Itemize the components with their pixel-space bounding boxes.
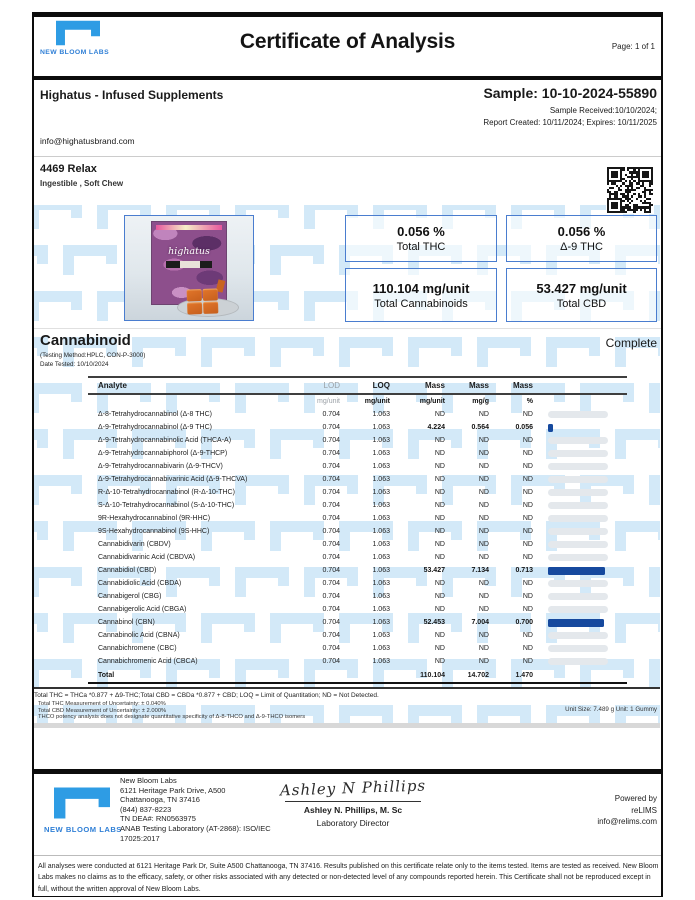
watermark-glyph	[649, 567, 660, 597]
mass-pct: ND	[522, 476, 533, 483]
nd-bar	[548, 658, 608, 665]
total-cbd-label: Total CBD	[556, 297, 607, 310]
loq-value: 1.063	[372, 580, 390, 587]
table-row	[88, 590, 627, 603]
loq-value: 1.063	[372, 476, 390, 483]
mass-pct: ND	[522, 437, 533, 444]
table-row	[88, 473, 627, 486]
total-mass-pct: 1.470	[515, 671, 533, 679]
lod-value: 0.704	[322, 567, 340, 574]
mass-per-g: ND	[478, 645, 489, 652]
mass-per-unit: ND	[434, 658, 445, 665]
summary-box-d9-thc	[506, 215, 657, 262]
signature-line	[285, 801, 421, 802]
product-photo	[124, 215, 254, 321]
lod-value: 0.704	[322, 645, 340, 652]
bar-cell	[548, 632, 608, 639]
mass-pct: ND	[522, 450, 533, 457]
lod-value: 0.704	[322, 541, 340, 548]
mass-pct: ND	[522, 411, 533, 418]
bar-cell	[548, 567, 608, 575]
mass-per-unit: ND	[434, 476, 445, 483]
signature-script: Ashley N Phillips	[279, 776, 427, 800]
analyte-name: Cannabigerol (CBG)	[98, 593, 162, 600]
analyte-name: Cannabidivarinic Acid (CBDVA)	[98, 554, 196, 561]
unit-mass-pct: %	[526, 398, 533, 405]
bar-cell	[548, 554, 608, 561]
watermark-glyph	[477, 337, 531, 367]
mass-per-unit: ND	[434, 632, 445, 639]
col-mass-pct: Mass	[512, 381, 533, 390]
nd-bar	[548, 437, 608, 444]
loq-value: 1.063	[372, 489, 390, 496]
nd-bar	[548, 541, 608, 548]
analyte-name: Δ-9-Tetrahydrocannabiphorol (Δ-9-THCP)	[98, 450, 228, 457]
sample-id: Sample: 10-10-2024-55890	[483, 85, 657, 101]
value-bar	[548, 619, 604, 627]
mass-per-unit: ND	[434, 502, 445, 509]
footer-lab-logo	[44, 784, 122, 834]
loq-value: 1.063	[372, 515, 390, 522]
table-body	[88, 408, 627, 668]
table-row	[88, 603, 627, 616]
analyte-name: Δ-9-Tetrahydrocannabinol (Δ-9 THC)	[98, 424, 213, 431]
footnote-definitions: Total THC = THCa *0.877 + Δ9-THC;Total CBD = CBDa *0.877 + CBD; LOQ = Limit of Quantitation; ND = Not Detected.	[34, 687, 660, 699]
mass-per-g: ND	[478, 476, 489, 483]
mass-pct: ND	[522, 502, 533, 509]
analyte-name: Cannabidiolic Acid (CBDA)	[98, 580, 182, 587]
table-row	[88, 642, 627, 655]
loq-value: 1.063	[372, 463, 390, 470]
mass-per-g: ND	[478, 450, 489, 457]
loq-value: 1.063	[372, 645, 390, 652]
watermark-glyph	[270, 337, 324, 367]
loq-value: 1.063	[372, 632, 390, 639]
pouch-brand-text: highatus	[168, 246, 210, 257]
value-bar	[548, 424, 553, 432]
content-end-band	[34, 723, 660, 728]
mass-per-unit: ND	[434, 606, 445, 613]
summary-box-total-thc	[345, 215, 497, 262]
col-mass-g: Mass	[468, 381, 489, 390]
summary-box-total-cbd	[506, 268, 657, 322]
mass-per-g: ND	[478, 658, 489, 665]
total-mass-g: 14.702	[467, 671, 489, 679]
lod-value: 0.704	[322, 619, 340, 626]
bar-cell	[548, 528, 608, 535]
nd-bar	[548, 489, 608, 496]
watermark-glyph	[34, 291, 82, 321]
loq-value: 1.063	[372, 528, 390, 535]
mass-per-g: ND	[478, 593, 489, 600]
mass-per-unit: 53.427	[423, 567, 445, 574]
section-divider	[33, 156, 661, 157]
summary-box-total-cannabinoids	[345, 268, 497, 322]
table-row	[88, 616, 627, 629]
bar-cell	[548, 619, 608, 627]
mass-pct: ND	[522, 528, 533, 535]
mass-per-g: ND	[478, 411, 489, 418]
mass-per-unit: ND	[434, 554, 445, 561]
table-row	[88, 525, 627, 538]
total-cbd-value: 53.427 mg/unit	[536, 280, 627, 296]
nd-bar	[548, 606, 608, 613]
mass-pct: ND	[522, 606, 533, 613]
pouch-label-strip	[166, 261, 212, 268]
watermark-glyph	[34, 659, 82, 689]
loq-value: 1.063	[372, 567, 390, 574]
bar-cell	[548, 593, 608, 600]
header-divider-bar	[32, 76, 663, 80]
analyte-name: Cannabidiol (CBD)	[98, 567, 157, 574]
thco-note: THCO potency analysis does not designate quantitative specificity of Δ-8-THCO and Δ-9-THCO isomers	[38, 714, 306, 721]
lab-line: ANAB Testing Laboratory (AT-2868): ISO/IEC 17025:2017	[120, 823, 271, 843]
lod-value: 0.704	[322, 515, 340, 522]
total-cannabinoids-value: 110.104 mg/unit	[372, 280, 470, 296]
qr-code	[606, 166, 654, 214]
product-form: Ingestible , Soft Chew	[40, 179, 124, 188]
nd-bar	[548, 632, 608, 639]
footer-divider-bar	[32, 769, 663, 774]
lab-line: Chattanooga, TN 37416	[120, 795, 200, 805]
nd-bar	[548, 502, 608, 509]
mass-per-g: ND	[478, 541, 489, 548]
mass-per-unit: ND	[434, 593, 445, 600]
bar-cell	[548, 424, 608, 432]
lod-value: 0.704	[322, 528, 340, 535]
bar-cell	[548, 580, 608, 587]
mass-per-unit: ND	[434, 515, 445, 522]
mass-per-unit: ND	[434, 437, 445, 444]
powered-by-line: info@relims.com	[597, 817, 657, 826]
lod-value: 0.704	[322, 489, 340, 496]
analyte-name: 9R-Hexahydrocannabinol (9R-HHC)	[98, 515, 211, 522]
watermark-glyph	[34, 429, 48, 459]
analyte-name: Cannabinolic Acid (CBNA)	[98, 632, 180, 639]
analyte-name: Cannabinol (CBN)	[98, 619, 155, 626]
mass-pct: 0.713	[515, 567, 533, 574]
d9-thc-value: 0.056 %	[557, 224, 606, 239]
mass-pct: ND	[522, 632, 533, 639]
product-name: 4469 Relax	[40, 163, 97, 175]
nd-bar	[548, 554, 608, 561]
mass-per-unit: ND	[434, 645, 445, 652]
table-row	[88, 408, 627, 421]
unit-lod: mg/unit	[317, 398, 340, 405]
table-row	[88, 486, 627, 499]
nd-bar	[548, 463, 608, 470]
page-number: Page: 1 of 1	[611, 42, 655, 51]
col-loq: LOQ	[372, 381, 390, 390]
table-row	[88, 629, 627, 642]
table-row	[88, 499, 627, 512]
unit-mass-unit: mg/unit	[419, 398, 445, 405]
col-analyte: Analyte	[98, 381, 127, 390]
mass-pct: ND	[522, 645, 533, 652]
table-row	[88, 447, 627, 460]
nd-bar	[548, 580, 608, 587]
loq-value: 1.063	[372, 450, 390, 457]
table-row	[88, 460, 627, 473]
analyte-table	[88, 376, 627, 684]
mass-per-unit: 52.453	[423, 619, 445, 626]
mass-per-g: ND	[478, 632, 489, 639]
panel-status: Complete	[605, 336, 657, 350]
analyte-name: S-Δ-10-Tetrahydrocannabinol (S-Δ-10-THC)	[98, 502, 235, 509]
lod-value: 0.704	[322, 606, 340, 613]
lab-address-block	[120, 776, 295, 843]
total-thc-value: 0.056 %	[397, 224, 445, 239]
table-row	[88, 655, 627, 668]
analyte-name: Cannabichromene (CBC)	[98, 645, 177, 652]
uncertainty-notes	[38, 701, 305, 721]
watermark-glyph	[34, 205, 82, 229]
watermark-glyph	[63, 245, 117, 275]
value-bar	[548, 567, 605, 575]
watermark-glyph	[34, 567, 82, 597]
analyte-name: Cannabichromenic Acid (CBCA)	[98, 658, 198, 665]
mass-per-g: ND	[478, 489, 489, 496]
loq-value: 1.063	[372, 606, 390, 613]
table-row	[88, 512, 627, 525]
mass-per-g: ND	[478, 606, 489, 613]
bar-cell	[548, 502, 608, 509]
page-title: Certificate of Analysis	[239, 30, 456, 53]
mass-pct: 0.056	[515, 424, 533, 431]
table-header-row	[88, 376, 627, 395]
signatory-name: Ashley N. Phillips, M. Sc	[303, 805, 403, 815]
mass-per-unit: 4.224	[427, 424, 445, 431]
mass-per-g: 7.004	[471, 619, 489, 626]
table-row	[88, 538, 627, 551]
watermark-glyph	[201, 337, 255, 367]
nd-bar	[548, 515, 608, 522]
analyte-name: Δ-8-Tetrahydrocannabinol (Δ-8 THC)	[98, 411, 213, 418]
nd-bar	[548, 450, 608, 457]
watermark-glyph	[34, 475, 82, 505]
bar-cell	[548, 606, 608, 613]
mass-per-g: ND	[478, 463, 489, 470]
nd-bar	[548, 411, 608, 418]
loq-value: 1.063	[372, 411, 390, 418]
nd-bar	[548, 593, 608, 600]
nd-bar	[548, 645, 608, 652]
col-mass-unit: Mass	[424, 381, 445, 390]
footer-lab-logo-icon	[54, 784, 110, 822]
mass-per-g: ND	[478, 580, 489, 587]
mass-per-unit: ND	[434, 541, 445, 548]
bar-cell	[548, 541, 608, 548]
mass-per-g: ND	[478, 528, 489, 535]
loq-value: 1.063	[372, 424, 390, 431]
lod-value: 0.704	[322, 632, 340, 639]
mass-pct: 0.700	[515, 619, 533, 626]
analyte-name: Δ-9-Tetrahydrocannabinolic Acid (THCA-A)	[98, 437, 232, 444]
lab-line: New Bloom Labs	[120, 776, 177, 785]
mass-per-g: ND	[478, 437, 489, 444]
disclaimer-text: All analyses were conducted at 6121 Heritage Park Dr, Suite A500 Chattanooga, TN 37416. Results published on this certificate relate only to the items tested. Items are tested as received. New Bloom Labs makes no claims as to the efficacy, safety, or other risks associated with any detected or non-detected level of any compounds reported herein. This Certificate shall not be reproduced except in full, without the written approval of New Bloom Labs.	[38, 863, 659, 893]
total-label: Total	[98, 671, 115, 679]
powered-by-line: reLIMS	[631, 805, 657, 815]
unit-loq: mg/unit	[364, 398, 390, 405]
total-thc-label: Total THC	[396, 241, 446, 253]
lab-line: TN DEA#: RN0563975	[120, 814, 196, 824]
mass-per-g: ND	[478, 502, 489, 509]
analyte-name: Cannabigerolic Acid (CBGA)	[98, 606, 187, 613]
bar-cell	[548, 489, 608, 496]
bar-cell	[548, 463, 608, 470]
lod-value: 0.704	[322, 476, 340, 483]
loq-value: 1.063	[372, 502, 390, 509]
disclaimer-divider	[33, 855, 661, 856]
loq-value: 1.063	[372, 554, 390, 561]
watermark-glyph	[339, 337, 393, 367]
mass-pct: ND	[522, 489, 533, 496]
mass-pct: ND	[522, 554, 533, 561]
watermark-glyph	[649, 659, 660, 689]
bar-cell	[548, 645, 608, 652]
bar-cell	[548, 658, 608, 665]
mass-pct: ND	[522, 515, 533, 522]
watermark-glyph	[34, 245, 48, 275]
footer-lab-logo-label: NEW BLOOM LABS	[44, 825, 122, 834]
total-mass-unit: 110.104	[420, 671, 445, 679]
lod-value: 0.704	[322, 502, 340, 509]
table-row	[88, 421, 627, 434]
watermark-glyph	[270, 245, 324, 275]
watermark-glyph	[546, 337, 600, 367]
mass-per-g: 0.564	[471, 424, 489, 431]
watermark-glyph	[34, 613, 48, 643]
table-row	[88, 434, 627, 447]
top-border-bar	[32, 12, 663, 17]
watermark-glyph	[34, 383, 82, 413]
unit-size-note: Unit Size: 7.489 g Unit: 1 Gummy	[565, 706, 657, 713]
bar-cell	[548, 450, 608, 457]
mass-per-g: ND	[478, 554, 489, 561]
lod-value: 0.704	[322, 450, 340, 457]
watermark-glyph	[649, 383, 660, 413]
mass-pct: ND	[522, 580, 533, 587]
lab-line: 6121 Heritage Park Drive, A500	[120, 785, 226, 795]
unit-mass-g: mg/g	[472, 398, 489, 405]
table-row	[88, 551, 627, 564]
nd-bar	[548, 476, 608, 483]
loq-value: 1.063	[372, 437, 390, 444]
mass-pct: ND	[522, 463, 533, 470]
date-tested: Date Tested: 10/10/2024	[40, 361, 109, 368]
lod-value: 0.704	[322, 411, 340, 418]
bar-cell	[548, 476, 608, 483]
mass-per-unit: ND	[434, 580, 445, 587]
bar-cell	[548, 515, 608, 522]
powered-by-block	[597, 793, 657, 828]
loq-value: 1.063	[372, 593, 390, 600]
lab-logo-label: NEW BLOOM LABS	[40, 49, 110, 56]
mass-per-unit: ND	[434, 528, 445, 535]
panel-title: Cannabinoid	[40, 332, 131, 349]
table-row	[88, 564, 627, 577]
watermark-glyph	[408, 337, 462, 367]
bar-cell	[548, 411, 608, 418]
panel-top-divider	[33, 328, 661, 329]
total-cannabinoids-label: Total Cannabinoids	[374, 297, 468, 310]
mass-pct: ND	[522, 541, 533, 548]
lod-value: 0.704	[322, 437, 340, 444]
signatory-title: Laboratory Director	[316, 818, 390, 828]
signature-block	[278, 776, 428, 828]
nd-bar	[548, 528, 608, 535]
pouch-top-band	[156, 225, 222, 230]
thc-uncertainty: Total THC Measurement of Uncertainty: ± 0.040%	[38, 701, 166, 707]
lod-value: 0.704	[322, 424, 340, 431]
table-total-row	[88, 668, 627, 684]
loq-value: 1.063	[372, 658, 390, 665]
bar-cell	[548, 437, 608, 444]
powered-by-line: Powered by	[614, 794, 657, 803]
client-name: Highatus - Infused Supplements	[40, 88, 224, 102]
table-row	[88, 577, 627, 590]
loq-value: 1.063	[372, 541, 390, 548]
lod-value: 0.704	[322, 658, 340, 665]
mass-per-unit: ND	[434, 450, 445, 457]
client-email: info@highatusbrand.com	[40, 136, 135, 146]
testing-method: (Testing Method:HPLC, CON-P-3000)	[40, 352, 146, 359]
watermark-glyph	[34, 521, 48, 551]
mass-per-unit: ND	[434, 489, 445, 496]
analyte-name: 9S-Hexahydrocannabinol (9S-HHC)	[98, 528, 210, 535]
mass-per-g: ND	[478, 515, 489, 522]
lod-value: 0.704	[322, 580, 340, 587]
col-lod: LOD	[323, 381, 340, 390]
table-units-row	[88, 395, 627, 408]
mass-pct: ND	[522, 593, 533, 600]
d9-thc-label: Δ-9 THC	[560, 241, 603, 253]
mass-per-g: 7.134	[471, 567, 489, 574]
watermark-glyph	[649, 475, 660, 505]
mass-pct: ND	[522, 658, 533, 665]
lod-value: 0.704	[322, 554, 340, 561]
gummies	[187, 288, 219, 314]
analyte-name: Cannabidivarin (CBDV)	[98, 541, 171, 548]
analyte-name: Δ-9-Tetrahydrocannabivarin (Δ-9-THCV)	[98, 463, 223, 470]
cbd-uncertainty: Total CBD Measurement of Uncertainty: ± 2.000%	[38, 707, 167, 714]
sample-received-date: Sample Received:10/10/2024;	[549, 106, 657, 115]
lod-value: 0.704	[322, 593, 340, 600]
mass-per-unit: ND	[434, 411, 445, 418]
report-created-date: Report Created: 10/11/2024; Expires: 10/11/2025	[483, 118, 657, 127]
analyte-name: R-Δ-10-Tetrahydrocannabinol (R-Δ-10-THC)	[98, 489, 235, 496]
analyte-name: Δ-9-Tetrahydrocannabivarinic Acid (Δ-9-THCVA)	[98, 476, 248, 483]
lod-value: 0.704	[322, 463, 340, 470]
mass-per-unit: ND	[434, 463, 445, 470]
lab-line: (844) 837-8223	[120, 804, 172, 814]
loq-value: 1.063	[372, 619, 390, 626]
